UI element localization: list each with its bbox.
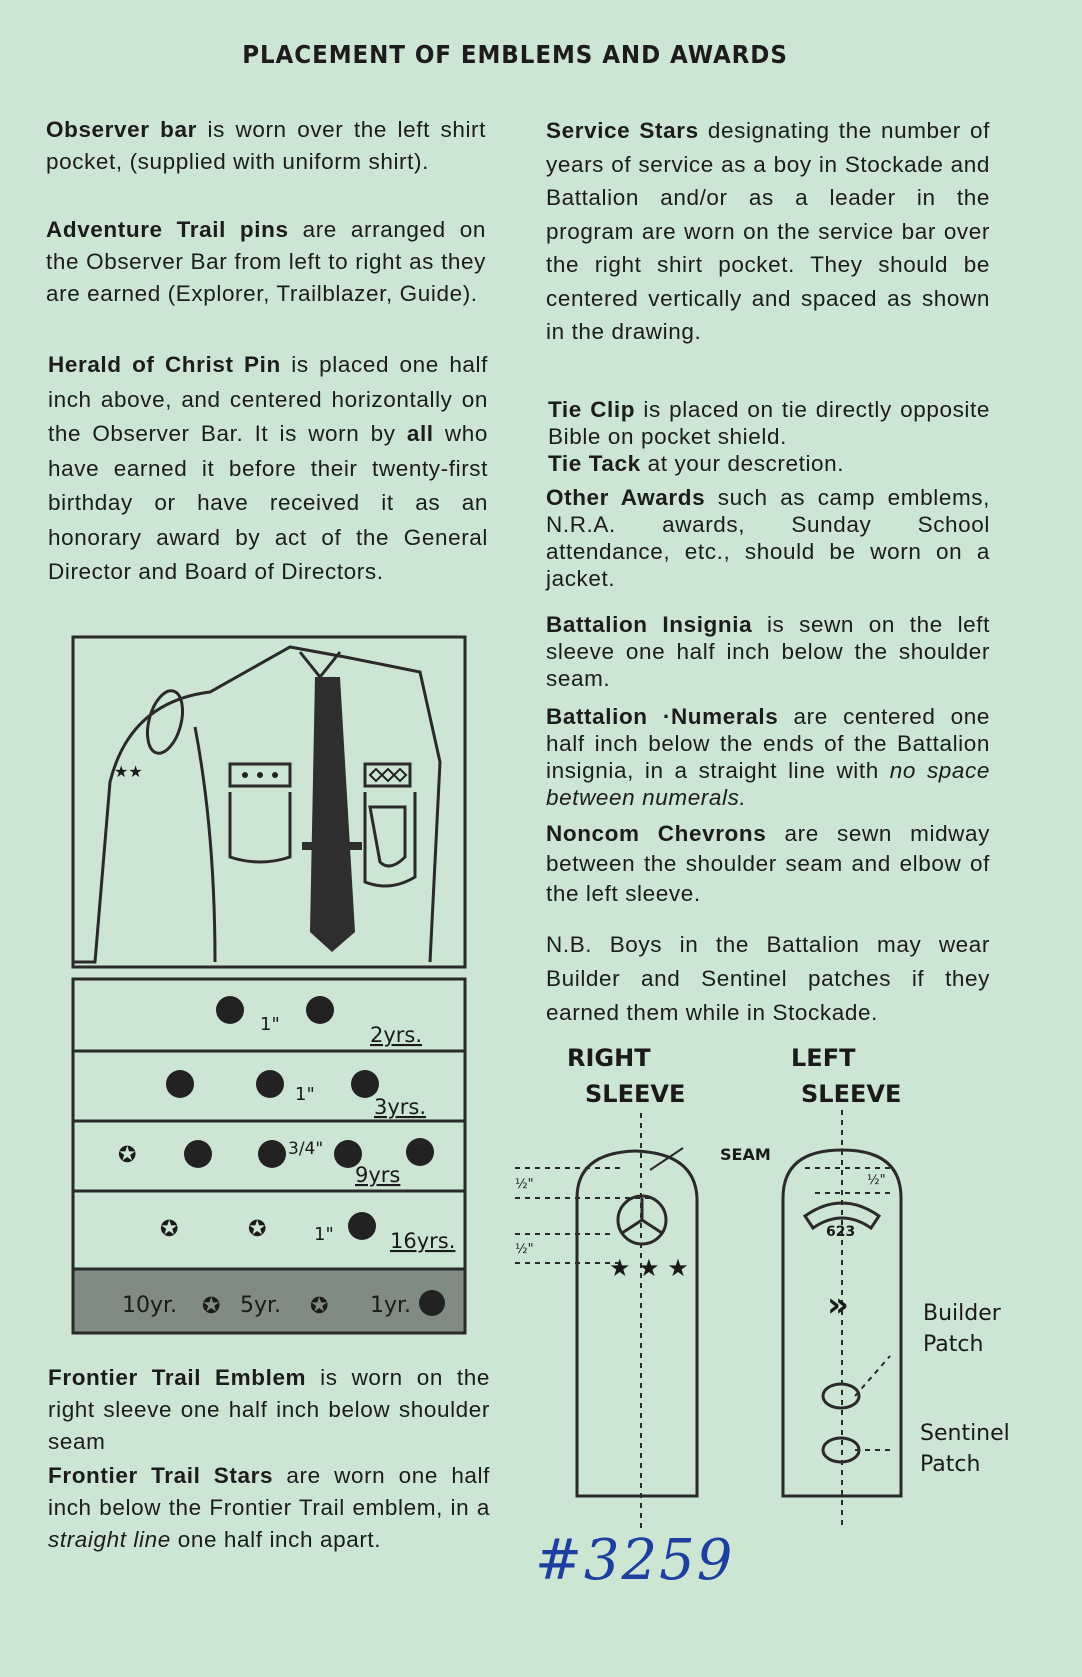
legend-label: 10yr. xyxy=(122,1293,178,1318)
star-dot xyxy=(166,1070,194,1098)
service-stars-text: designating the number of years of service as a boy in Stockade and Battalion and/or as a leader in the program are worn on the service bar over the right shirt pocket. They should be centered vertically and spaced as shown in the drawing. xyxy=(546,118,990,344)
frontier-stars-italic: straight line xyxy=(48,1527,171,1552)
uniform-diagram xyxy=(70,632,470,1338)
tie-clip-term: Tie Clip xyxy=(548,397,636,422)
right-sleeve-label-2: SLEEVE xyxy=(585,1080,686,1108)
years-label: 3yrs. xyxy=(374,1095,427,1119)
observer-bar-paragraph xyxy=(46,114,486,178)
service-bar xyxy=(365,764,410,786)
builder-label-1: Builder xyxy=(923,1301,1001,1326)
right-sleeve-label-1: RIGHT xyxy=(567,1044,651,1072)
handwritten-number: #3259 xyxy=(535,1528,735,1593)
right-sleeve-outline xyxy=(577,1151,697,1496)
years-label: 2yrs. xyxy=(370,1023,423,1047)
frontier-emblem-text: is worn on the right sleeve one half inch below shoulder seam xyxy=(48,1365,491,1454)
star-dot xyxy=(184,1140,212,1168)
ten-year-star: ✪ xyxy=(202,1294,221,1319)
years-label: 16yrs. xyxy=(390,1229,456,1253)
frontier-emblem-paragraph xyxy=(48,1362,490,1458)
half-inch-label: ½" xyxy=(515,1177,534,1192)
legend-label: 5yr. xyxy=(240,1293,282,1318)
adventure-text: are arranged on the Observer Bar from left to right as they are earned (Explorer, Trailblazer, Guide). xyxy=(46,217,486,306)
left-sleeve-label-2: SLEEVE xyxy=(801,1080,902,1108)
frontier-stars-text-b: one half inch apart. xyxy=(170,1527,382,1552)
builder-leader xyxy=(855,1356,890,1396)
left-pocket xyxy=(230,792,290,862)
spacing-label: 1" xyxy=(314,1224,334,1245)
battalion-insignia-paragraph xyxy=(546,611,990,692)
one-year-dot xyxy=(419,1290,445,1316)
necktie xyxy=(310,677,355,952)
star-dot xyxy=(351,1070,379,1098)
observer-bar-text: is worn over the left shirt pocket, (supplied with uniform shirt). xyxy=(46,117,486,174)
pocket-shield xyxy=(370,807,405,866)
adventure-paragraph xyxy=(46,214,486,310)
tie-tack-term: Tie Tack xyxy=(548,451,641,476)
herald-paragraph xyxy=(48,348,488,590)
battalion-numerals: 623 xyxy=(826,1224,856,1240)
sleeve-stars: ★★ xyxy=(114,762,143,781)
herald-all: all xyxy=(406,421,434,446)
builder-label-2: Patch xyxy=(923,1332,984,1357)
battalion-numerals-text: are centered one half inch below the ends of the Battalion insignia, in a straight line with xyxy=(546,704,990,783)
sleeve-diagram xyxy=(515,1038,1035,1538)
herald-text-b: who have earned it before their twenty-first birthday or have received it as an honorary award by act of the General Director and Board of Directors. xyxy=(48,421,488,584)
frontier-emblem-term: Frontier Trail Emblem xyxy=(48,1365,307,1390)
star-dot xyxy=(306,996,334,1024)
adventure-term: Adventure Trail pins xyxy=(46,217,289,242)
battalion-numerals-italic: no space between numerals. xyxy=(546,758,990,810)
tie-clip-paragraph xyxy=(548,396,990,477)
battalion-numerals-paragraph xyxy=(546,703,990,811)
sentinel-label-1: Sentinel xyxy=(920,1421,1010,1446)
star-dot xyxy=(406,1138,434,1166)
service-bar-stars xyxy=(370,769,406,781)
frontier-stars-text-a: are worn one half inch below the Frontier Trail emblem, in a xyxy=(48,1463,490,1520)
seam-pointer xyxy=(650,1148,683,1170)
sleeve-emblem xyxy=(141,687,188,757)
spacing-label: 1" xyxy=(260,1014,280,1035)
other-awards-term: Other Awards xyxy=(546,485,706,510)
ten-year-star: ✪ xyxy=(160,1217,179,1242)
herald-term: Herald of Christ Pin xyxy=(48,352,281,377)
five-year-star: ✪ xyxy=(248,1217,267,1242)
spacing-label: 3/4" xyxy=(288,1139,324,1159)
nb-paragraph: N.B. Boys in the Battalion may wear Builder and Sentinel patches if they earned them while in Stockade. xyxy=(546,932,990,1025)
frontier-trail-stars: ★ ★ ★ xyxy=(609,1254,689,1282)
other-awards-text: such as camp emblems, N.R.A. awards, Sunday School attendance, etc., should be worn on a jacket. xyxy=(546,485,990,591)
legend-label: 1yr. xyxy=(370,1293,412,1318)
service-stars-paragraph xyxy=(546,114,990,349)
star-dot xyxy=(258,1140,286,1168)
observer-bar-term: Observer bar xyxy=(46,117,197,142)
years-label: 9yrs xyxy=(355,1163,401,1187)
observer-bar-pins xyxy=(242,772,278,778)
page-title: PLACEMENT OF EMBLEMS AND AWARDS xyxy=(242,40,788,69)
tie-clip-text: is placed on tie directly opposite Bible on pocket shield. xyxy=(548,397,990,449)
battalion-insignia-term: Battalion Insignia xyxy=(546,612,753,637)
tie-tack-text: at your descretion. xyxy=(640,451,845,476)
star-dot xyxy=(216,996,244,1024)
seam-label: SEAM xyxy=(720,1145,771,1164)
shirt-frame xyxy=(73,637,465,967)
sleeve-line xyxy=(195,727,215,962)
left-sleeve-label-1: LEFT xyxy=(791,1044,856,1072)
frontier-stars-term: Frontier Trail Stars xyxy=(48,1463,274,1488)
half-inch-label: ½" xyxy=(515,1242,534,1257)
tie-clip xyxy=(302,842,362,850)
five-year-star: ✪ xyxy=(310,1294,329,1319)
service-stars-term: Service Stars xyxy=(546,118,699,143)
herald-text-a: is placed one half inch above, and centered horizontally on the Observer Bar. It is worn by xyxy=(48,352,488,446)
star-dot xyxy=(348,1212,376,1240)
sentinel-label-2: Patch xyxy=(920,1452,981,1477)
half-inch-label: ½" xyxy=(867,1173,886,1188)
noncom-chevrons: » xyxy=(827,1285,849,1325)
star-dot xyxy=(256,1070,284,1098)
noncom-term: Noncom Chevrons xyxy=(546,821,767,846)
noncom-text: are sewn midway between the shoulder seam and elbow of the left sleeve. xyxy=(546,821,990,906)
other-awards-paragraph xyxy=(546,484,990,592)
shirt-outline xyxy=(73,647,440,962)
battalion-numerals-term: Battalion ·Numerals xyxy=(546,704,779,729)
battalion-insignia-text: is sewn on the left sleeve one half inch below the shoulder seam. xyxy=(546,612,990,691)
noncom-paragraph xyxy=(546,819,990,909)
frontier-stars-paragraph xyxy=(48,1460,490,1556)
five-year-star: ✪ xyxy=(118,1143,137,1168)
spacing-label: 1" xyxy=(295,1084,315,1105)
